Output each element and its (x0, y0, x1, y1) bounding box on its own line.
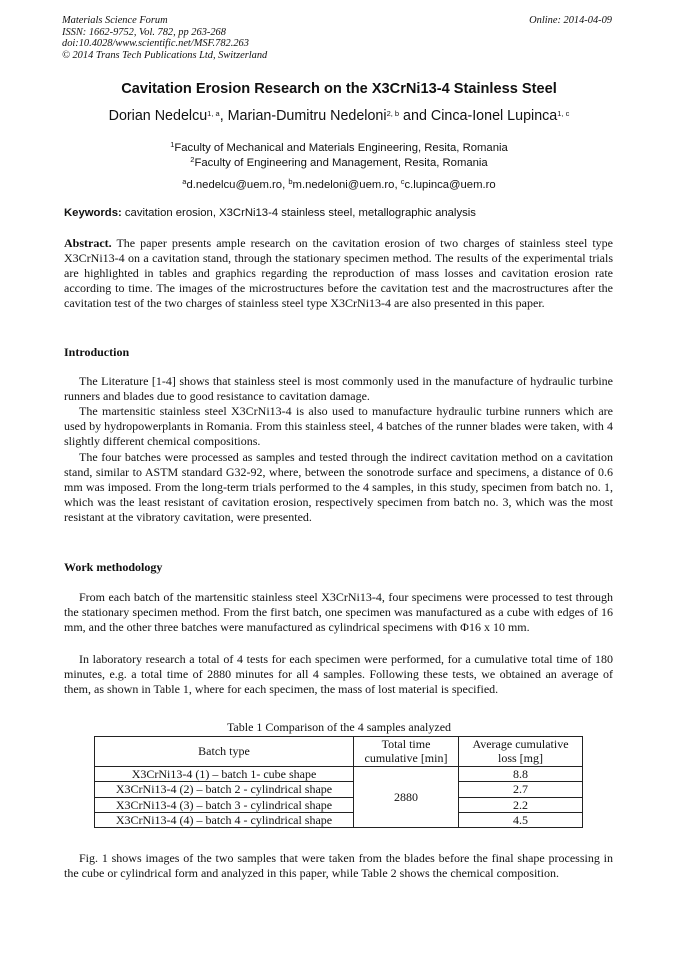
email-link: m.nedeloni@uem.ro, (292, 179, 401, 191)
email-link: c.lupinca@uem.ro (404, 179, 496, 191)
online-date: Online: 2014-04-09 (529, 15, 612, 26)
affiliation-sup: 1 (170, 140, 175, 149)
affiliation-text: Faculty of Engineering and Management, Resita, Romania (194, 157, 488, 169)
table-row (95, 797, 583, 812)
closing-paragraph: Fig. 1 shows images of the two samples that were taken from the blades before the final shape processing in the cube or cylindrical form and analyzed in this paper, while Table 2 shows the chemical composition. (64, 851, 613, 880)
author-separator: , (219, 108, 228, 124)
journal-doi: doi:10.4028/www.scientific.net/MSF.782.263 (62, 38, 249, 50)
author-sup: 1, c (557, 109, 570, 118)
affiliation (0, 142, 678, 154)
affiliation (0, 157, 678, 169)
loss-cell: 4.5 (459, 813, 583, 828)
batch-cell: X3CrNi13-4 (3) – batch 3 - cylindrical shape (95, 797, 354, 812)
intro-paragraph-2: The martensitic stainless steel X3CrNi13-4 is also used to manufacture hydraulic turbine runners which are used by hydropowerplants in Romania. From this stainless steel, 4 batches of the runner blades were taken, with 4 slightly different chemical compositions. (64, 404, 613, 448)
total-time-cell: 2880 (354, 766, 459, 828)
email-sup: a (182, 177, 187, 186)
table-row (95, 766, 583, 781)
comparison-table (94, 736, 583, 828)
abstract-label: Abstract. (64, 236, 112, 250)
section-heading-introduction: Introduction (64, 345, 130, 359)
email-sup: b (288, 177, 293, 186)
method-paragraph-1: From each batch of the martensitic stainless steel X3CrNi13-4, four specimens were processed to test through the stationary specimen method. From the first batch, one specimen was manufactured as a cube with edges of 16 mm, and the other three batches were manufactured as cylindrical specimens with Φ16 x 10 mm. (64, 590, 613, 634)
affiliation-sup: 2 (190, 155, 195, 164)
loss-cell: 2.7 (459, 782, 583, 797)
keywords (64, 207, 476, 219)
header-batch-type: Batch type (95, 737, 354, 767)
author-sup: 1, a (207, 109, 220, 118)
table-row (95, 813, 583, 828)
author-emails (0, 179, 678, 191)
journal-issn: ISSN: 1662-9752, Vol. 782, pp 263-268 (62, 26, 226, 38)
method-paragraph-2: In laboratory research a total of 4 tests for each specimen were performed, for a cumulative total time of 180 minutes, e.g. a total time of 2880 minutes for all 4 samples. Following these tests, we obtained an average of them, as shown in Table 1, where for each specimen, the mass of lost material is specified. (64, 652, 613, 696)
author-name: Cinca-Ionel Lupinca (430, 108, 558, 124)
table-header-row (95, 737, 583, 767)
section-heading-methodology: Work methodology (64, 560, 163, 574)
email-link: d.nedelcu@uem.ro, (186, 179, 289, 191)
loss-cell: 8.8 (459, 766, 583, 781)
table-caption: Table 1 Comparison of the 4 samples analyzed (226, 720, 452, 734)
keywords-text: cavitation erosion, X3CrNi13-4 stainless steel, metallographic analysis (121, 207, 476, 219)
author-list (0, 108, 678, 124)
journal-copyright: © 2014 Trans Tech Publications Ltd, Switzerland (62, 49, 268, 61)
journal-header (62, 15, 267, 61)
abstract (64, 236, 613, 311)
batch-cell: X3CrNi13-4 (2) – batch 2 - cylindrical shape (95, 782, 354, 797)
header-average-loss: Average cumulative loss [mg] (459, 737, 583, 767)
abstract-text: The paper presents ample research on the cavitation erosion of two charges of stainless steel type X3CrNi13-4 on a cavitation stand, through the stationary specimen method. The results of the experimental trials are highlighted in tables and graphics regarding the reproduction of mass losses and cavitation erosion rate according to time. The images of the microstructures before the cavitation test and the macrostructures after the cavitation test of the two charges of stainless steel type X3CrNi13-4 are also presented in this paper. (64, 236, 613, 310)
author-name: Marian-Dumitru Nedeloni (227, 108, 387, 124)
journal-name: Materials Science Forum (62, 15, 168, 26)
author-name: Dorian Nedelcu (108, 108, 208, 124)
paper-title: Cavitation Erosion Research on the X3CrNi13-4 Stainless Steel (121, 81, 557, 97)
affiliation-text: Faculty of Mechanical and Materials Engineering, Resita, Romania (174, 142, 508, 154)
email-sup: c (400, 177, 405, 186)
header-total-time: Total time cumulative [min] (354, 737, 459, 767)
intro-paragraph-3: The four batches were processed as samples and tested through the indirect cavitation method on a cavitation stand, similar to ASTM standard G32-92, where, between the sonotrode surface and specimens, a distance of 0.6 mm was imposed. From the long-term trials performed to the 4 samples, in this study, specimen from batch no. 1, which was the least resistant of cavitation erosion, respectively specimen from batch no. 3, which was the most resistant at the vibratory cavitation, were presented. (64, 450, 613, 524)
table-row (95, 782, 583, 797)
intro-paragraph-1: The Literature [1-4] shows that stainless steel is most commonly used in the manufacture of hydraulic turbine runners and blades due to good resistance to cavitation damage. (64, 374, 613, 403)
batch-cell: X3CrNi13-4 (1) – batch 1- cube shape (95, 766, 354, 781)
batch-cell: X3CrNi13-4 (4) – batch 4 - cylindrical shape (95, 813, 354, 828)
keywords-label: Keywords: (64, 207, 122, 219)
loss-cell: 2.2 (459, 797, 583, 812)
author-separator: and (399, 108, 431, 124)
author-sup: 2, b (386, 109, 400, 118)
